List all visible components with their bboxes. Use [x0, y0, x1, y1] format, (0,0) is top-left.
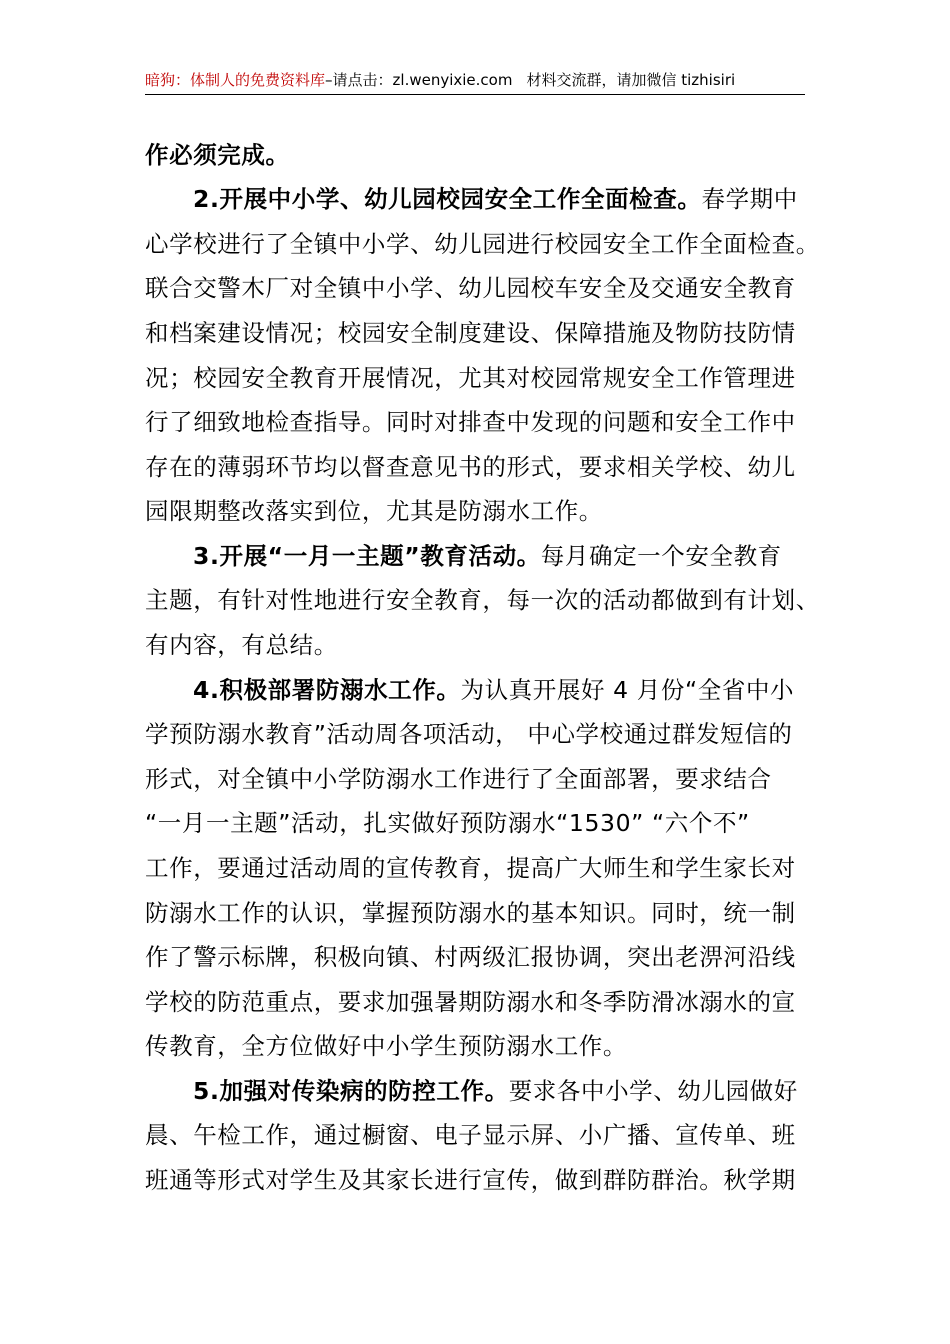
paragraph-3-first-line	[193, 534, 810, 578]
paragraph-4-first-line-text: 为认真开展好 4 月份“全省中小	[460, 676, 795, 704]
paragraph-2-first-line-text: 春学期中	[701, 185, 798, 213]
text-line-14: 学预防溺水教育”活动周各项活动， 中心学校通过群发短信的	[145, 720, 793, 748]
paragraph-5-first-line	[193, 1069, 810, 1113]
paragraph-4-heading: 4.积极部署防溺水工作。	[193, 676, 461, 704]
text-line-17: 工作，要通过活动周的宣传教育，提高广大师生和学生家长对	[145, 854, 796, 882]
page-header	[145, 66, 805, 94]
text-line-11: 主题，有针对性地进行安全教育，每一次的活动都做到有计划、	[145, 586, 820, 614]
paragraph-3-first-line-text: 每月确定一个安全教育	[540, 542, 782, 570]
text-line-7: 行了细致地检查指导。同时对排查中发现的问题和安全工作中	[145, 408, 796, 436]
header-wechat-note: 材料交流群，请加微信 tizhisiri	[526, 71, 736, 89]
text-line-5: 和档案建设情况；校园安全制度建设、保障措施及物防技防情	[145, 319, 796, 347]
text-line-1: 作必须完成。	[145, 141, 290, 169]
text-line-9: 园限期整改落实到位，尤其是防溺水工作。	[145, 497, 603, 525]
text-line-6: 况；校园安全教育开展情况，尤其对校园常规安全工作管理进	[145, 364, 796, 392]
paragraph-4-first-line	[193, 668, 810, 712]
paragraph-2-first-line	[193, 177, 810, 221]
text-line-24: 班通等形式对学生及其家长进行宣传，做到群防群治。秋学期	[145, 1166, 796, 1194]
text-line-3: 心学校进行了全镇中小学、幼儿园进行校园安全工作全面检查。	[145, 230, 820, 258]
header-divider	[145, 94, 805, 95]
text-line-21: 传教育，全方位做好中小学生预防溺水工作。	[145, 1032, 627, 1060]
header-url-link[interactable]: zl.wenyixie.com	[392, 71, 513, 89]
text-line-4: 联合交警木厂对全镇中小学、幼儿园校车安全及交通安全教育	[145, 274, 796, 302]
paragraph-5-first-line-text: 要求各中小学、幼儿园做好	[508, 1077, 798, 1105]
text-line-23: 晨、午检工作，通过橱窗、电子显示屏、小广播、宣传单、班	[145, 1121, 796, 1149]
paragraph-5-heading: 5.加强对传染病的防控工作。	[193, 1077, 509, 1105]
header-click-prompt: –请点击：	[325, 71, 393, 89]
text-line-16: “一月一主题”活动，扎实做好预防溺水“1530” “六个不”	[145, 809, 750, 837]
text-line-8: 存在的薄弱环节均以督查意见书的形式，要求相关学校、幼儿	[145, 453, 796, 481]
text-line-15: 形式，对全镇中小学防溺水工作进行了全面部署，要求结合	[145, 765, 772, 793]
text-line-12: 有内容，有总结。	[145, 631, 338, 659]
paragraph-2-heading: 2.开展中小学、幼儿园校园安全工作全面检查。	[193, 185, 702, 213]
paragraph-3-heading: 3.开展“一月一主题”教育活动。	[193, 542, 541, 570]
text-line-19: 作了警示标牌，积极向镇、村两级汇报协调，突出老淠河沿线	[145, 943, 796, 971]
header-site-name: 暗狗：体制人的免费资料库	[145, 71, 326, 89]
text-line-18: 防溺水工作的认识，掌握预防溺水的基本知识。同时，统一制	[145, 899, 796, 927]
text-line-20: 学校的防范重点，要求加强暑期防溺水和冬季防滑冰溺水的宣	[145, 988, 796, 1016]
